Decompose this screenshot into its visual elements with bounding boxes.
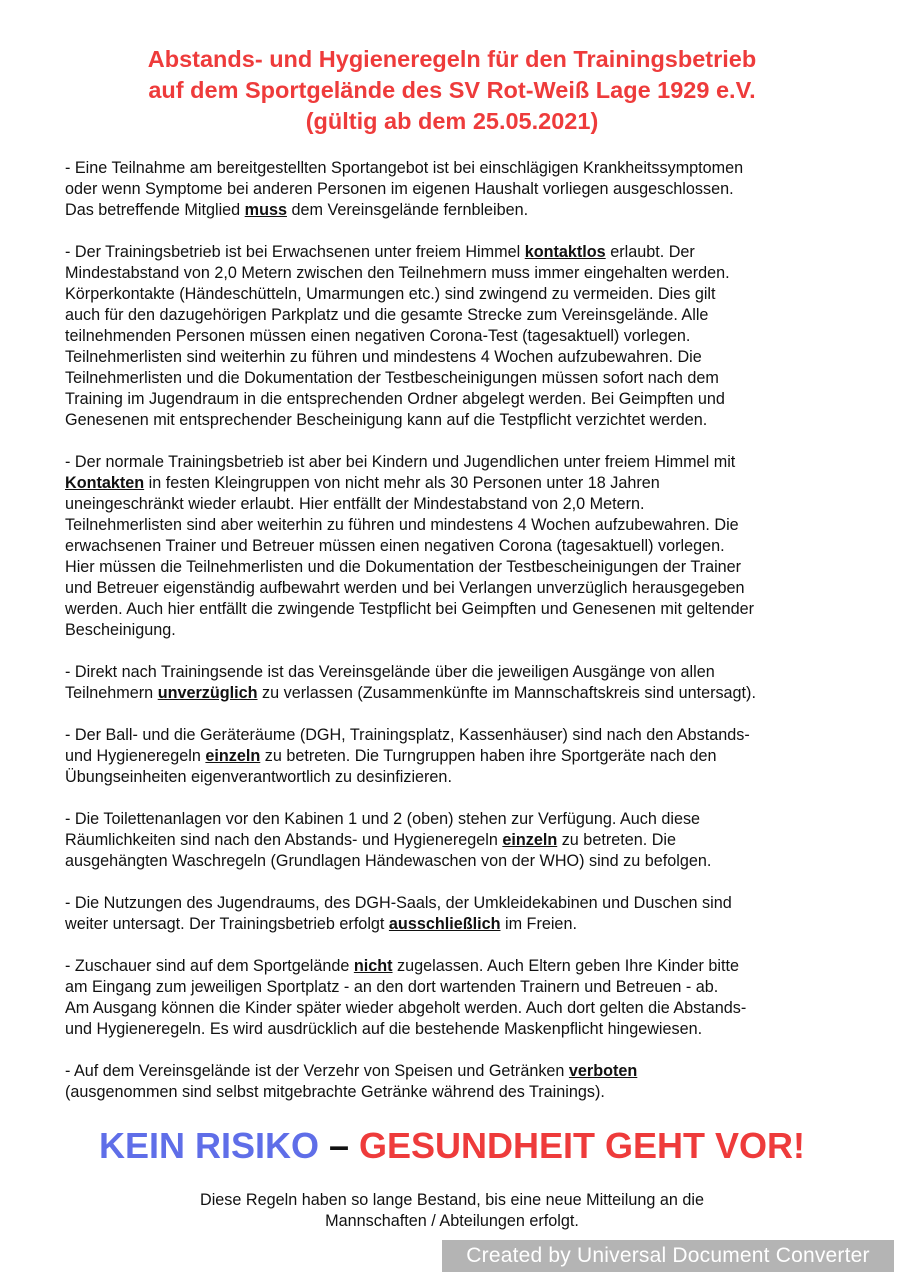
text-line: - Der Ball- und die Geräteräume (DGH, Trainingsplatz, Kassenhäuser) sind nach den Abstands- — [65, 726, 750, 744]
text-line: auch für den dazugehörigen Parkplatz und die gesamte Strecke zum Vereinsgelände. Alle — [65, 306, 709, 324]
text-line: und Betreuer eigenständig aufbewahrt werden und bei Verlangen unverzüglich herausgegeben — [65, 579, 745, 597]
text-line: teilnehmenden Personen müssen einen negativen Corona-Test (tagesaktuell) vorlegen. — [65, 327, 691, 345]
text-line: und Hygieneregeln. Es wird ausdrücklich auf die bestehende Maskenpflicht hingewiesen. — [65, 1020, 703, 1038]
title-line-2: auf dem Sportgelände des SV Rot-Weiß Lage 1929 e.V. — [148, 77, 756, 103]
text-span: Teilnehmern — [65, 684, 158, 702]
validity-note-line-1: Diese Regeln haben so lange Bestand, bis eine neue Mitteilung an die — [200, 1191, 704, 1209]
text-line — [65, 473, 855, 494]
text-line: - Die Toilettenanlagen vor den Kabinen 1 und 2 (oben) stehen zur Verfügung. Auch diese — [65, 810, 701, 828]
converter-watermark: Created by Universal Document Converter — [442, 1240, 894, 1272]
text-line — [65, 1061, 855, 1082]
rule-toilets — [65, 809, 855, 872]
text-line — [65, 830, 855, 851]
rule-food-drinks — [65, 1061, 855, 1103]
text-line — [65, 200, 855, 221]
slogan-part-1: KEIN RISIKO — [98, 1125, 319, 1166]
text-line: Teilnehmerlisten und die Dokumentation der Testbescheinigungen müssen sofort nach dem — [65, 369, 719, 387]
text-span: - Zuschauer sind auf dem Sportgelände — [65, 957, 354, 975]
text-span: in festen Kleingruppen von nicht mehr als 30 Personen unter 18 Jahren — [144, 474, 660, 492]
rule-equipment-rooms — [65, 725, 855, 788]
text-line: ausgehängten Waschregeln (Grundlagen Händewaschen von der WHO) sind zu befolgen. — [65, 852, 712, 870]
text-span: zu verlassen (Zusammenkünfte im Mannschaftskreis sind untersagt). — [257, 684, 756, 702]
text-span: dem Vereinsgelände fernbleiben. — [286, 201, 529, 219]
text-line: oder wenn Symptome bei anderen Personen im eigenen Haushalt vorliegen ausgeschlossen. — [65, 180, 734, 198]
text-line: Körperkontakte (Händeschütteln, Umarmungen etc.) sind zwingend zu vermeiden. Dies gilt — [65, 285, 716, 303]
text-line — [65, 683, 855, 704]
text-span: zu betreten. Die — [557, 831, 676, 849]
text-line: Mindestabstand von 2,0 Metern zwischen den Teilnehmern muss immer eingehalten werden. — [65, 264, 730, 282]
title-line-1: Abstands- und Hygieneregeln für den Trainingsbetrieb — [147, 46, 757, 72]
rule-adult-training — [65, 242, 855, 431]
rule-symptoms — [65, 158, 855, 221]
emphasis: Kontakten — [65, 474, 145, 492]
text-span: Räumlichkeiten sind nach den Abstands- und Hygieneregeln — [65, 831, 503, 849]
text-line: erwachsenen Trainer und Betreuer müssen einen negativen Corona (tagesaktuell) vorlegen. — [65, 537, 725, 555]
rule-youth-training — [65, 452, 855, 641]
text-span: Das betreffende Mitglied — [65, 201, 245, 219]
emphasis: muss — [244, 201, 287, 219]
text-line — [65, 956, 855, 977]
text-span: zugelassen. Auch Eltern geben Ihre Kinder bitte — [392, 957, 739, 975]
text-span: weiter untersagt. Der Trainingsbetrieb erfolgt — [65, 915, 389, 933]
slogan-part-2: GESUNDHEIT GEHT VOR! — [359, 1125, 806, 1166]
text-line: Am Ausgang können die Kinder später wieder abgeholt werden. Auch dort gelten die Abstands- — [65, 999, 747, 1017]
text-line — [65, 914, 855, 935]
text-span: im Freien. — [500, 915, 577, 933]
text-line: Teilnehmerlisten sind aber weiterhin zu führen und mindestens 4 Wochen aufzubewahren. Die — [65, 516, 739, 534]
text-line: - Direkt nach Trainingsende ist das Vereinsgelände über die jeweiligen Ausgänge von allen — [65, 663, 715, 681]
text-line: - Eine Teilnahme am bereitgestellten Sportangebot ist bei einschlägigen Krankheitssymptomen — [65, 159, 744, 177]
text-line: (ausgenommen sind selbst mitgebrachte Getränke während des Trainings). — [65, 1083, 605, 1101]
text-line — [65, 746, 855, 767]
text-line: Hier müssen die Teilnehmerlisten und die Dokumentation der Testbescheinigungen der Trainer — [65, 558, 742, 576]
text-line: - Die Nutzungen des Jugendraums, des DGH-Saals, der Umkleidekabinen und Duschen sind — [65, 894, 732, 912]
text-line: uneingeschränkt wieder erlaubt. Hier entfällt der Mindestabstand von 2,0 Metern. — [65, 495, 645, 513]
text-line: - Der normale Trainingsbetrieb ist aber bei Kindern und Jugendlichen unter freiem Himmel mit — [65, 453, 736, 471]
emphasis: kontaktlos — [524, 243, 606, 261]
rule-spectators — [65, 956, 855, 1040]
text-line: werden. Auch hier entfällt die zwingende Testpflicht bei Geimpften und Genesenen mit geltender — [65, 600, 754, 618]
slogan-dash: – — [318, 1125, 360, 1166]
text-span: erlaubt. Der — [605, 243, 695, 261]
document-title — [40, 44, 864, 137]
text-span: und Hygieneregeln — [65, 747, 206, 765]
emphasis: ausschließlich — [388, 915, 501, 933]
title-line-3: (gültig ab dem 25.05.2021) — [305, 108, 599, 134]
validity-note — [0, 1190, 904, 1232]
emphasis: nicht — [353, 957, 393, 975]
emphasis: verboten — [568, 1062, 638, 1080]
rules-body — [65, 158, 855, 1103]
text-span: - Auf dem Vereinsgelände ist der Verzehr von Speisen und Getränken — [65, 1062, 569, 1080]
emphasis: einzeln — [502, 831, 558, 849]
slogan — [0, 1122, 904, 1170]
rule-leave-after-training — [65, 662, 855, 704]
text-line: Genesenen mit entsprechender Bescheinigung kann auf die Testpflicht verzichtet werden. — [65, 411, 708, 429]
text-line — [65, 242, 855, 263]
text-line: Bescheinigung. — [65, 621, 176, 639]
text-line: Übungseinheiten eigenverantwortlich zu desinfizieren. — [65, 768, 452, 786]
text-span: zu betreten. Die Turngruppen haben ihre Sportgeräte nach den — [260, 747, 717, 765]
rule-indoor-use — [65, 893, 855, 935]
validity-note-line-2: Mannschaften / Abteilungen erfolgt. — [325, 1212, 579, 1230]
emphasis: einzeln — [205, 747, 261, 765]
text-line: am Eingang zum jeweiligen Sportplatz - an den dort wartenden Trainern und Betreuen - ab. — [65, 978, 719, 996]
text-line: Teilnehmerlisten sind weiterhin zu führen und mindestens 4 Wochen aufzubewahren. Die — [65, 348, 702, 366]
emphasis: unverzüglich — [157, 684, 258, 702]
text-line: Training im Jugendraum in die entsprechenden Ordner abgelegt werden. Bei Geimpften und — [65, 390, 725, 408]
text-span: - Der Trainingsbetrieb ist bei Erwachsenen unter freiem Himmel — [65, 243, 525, 261]
